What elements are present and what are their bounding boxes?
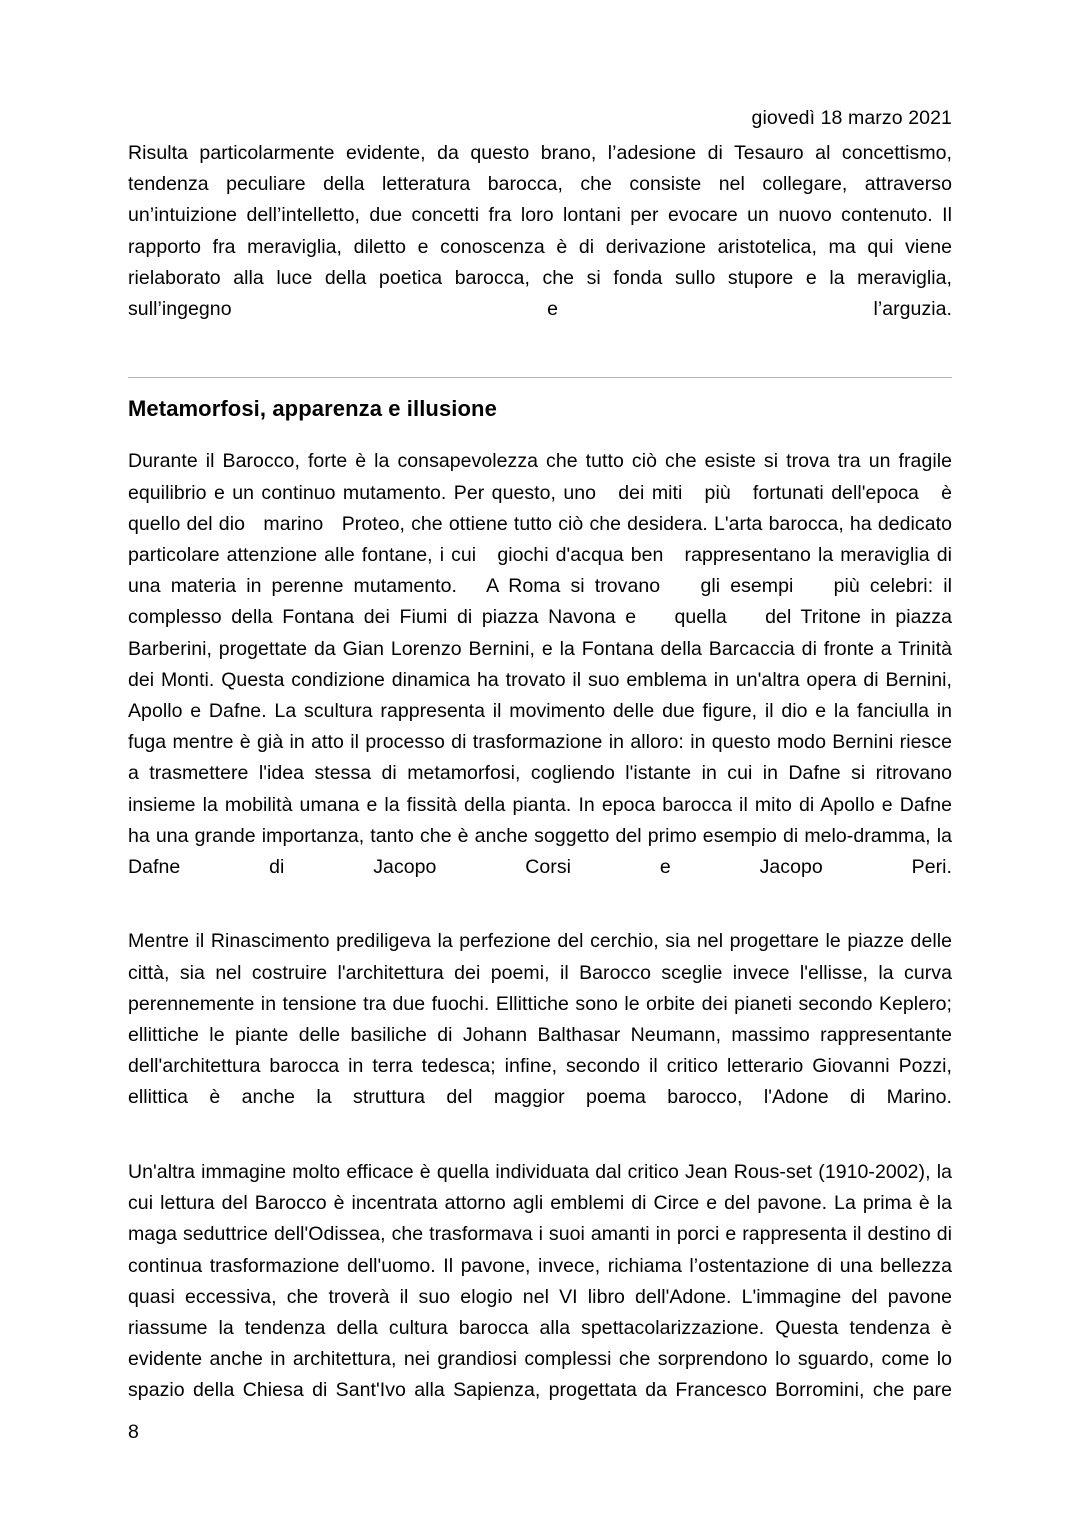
paragraph-metamorfosi-3: Un'altra immagine molto efficace è quella individuata dal critico Jean Rous-set (1910-2002), la cui lettura del Barocco è incentrata attorno agli emblemi di Circe e del pavone. La prima è la maga seduttrice dell'Odissea, che trasformava i suoi amanti in porci e rappresenta il destino di continua trasformazione dell'uomo. Il pavone, invece, richiama l’ostentazione di una bellezza quasi eccessiva, che troverà il suo elogio nel VI libro dell'Adone. L'immagine del pavone riassume la tendenza della cultura barocca alla spettacolarizzazione. Questa tendenza è evidente anche in architettura, nei grandiosi complessi che sorprendono lo sguardo, come lo spazio della Chiesa di Sant'Ivo alla Sapienza, progettata da Francesco Borromini, che pare: [128, 1160, 958, 1402]
section-divider: [128, 377, 952, 378]
paragraph-metamorfosi-2: Mentre il Rinascimento prediligeva la perfezione del cerchio, sia nel progettare le piazze delle città, sia nel costruire l'architettura dei poemi, il Barocco sceglie invece l'ellisse, la curva perennemente in tensione tra due fuochi. Ellittiche sono le orbite dei pianeti secondo Keplero; ellittiche le piante delle basiliche di Johann Balthasar Neumann, massimo rappresentante dell'architettura barocca in terra tedesca; infine, secondo il critico letterario Giovanni Pozzi, ellittica è anche la struttura del maggior poema barocco, l'Adone di Marino.: [128, 930, 958, 1109]
horizontal-rule: [128, 377, 952, 378]
paragraph-intro: Risulta particolarmente evidente, da questo brano, l’adesione di Tesauro al concettismo, tendenza peculiare della letteratura barocca, che consiste nel collegare, attraverso un’intuizione dell’intelletto, due concetti fra loro lontani per evocare un nuovo contenuto. Il rapporto fra meraviglia, diletto e conoscenza è di derivazione aristotelica, ma qui viene rielaborato alla luce della poetica barocca, che si fonda sullo stupore e la meraviglia, sull’ingegno e l’arguzia.: [128, 142, 958, 321]
document-date-header: giovedì 18 marzo 2021: [751, 107, 952, 129]
section-heading: Metamorfosi, apparenza e illusione: [128, 396, 497, 422]
page-number: 8: [128, 1421, 139, 1443]
paragraph-metamorfosi-1: Durante il Barocco, forte è la consapevolezza che tutto ciò che esiste si trova tra un fragile equilibrio e un continuo mutamento. Per questo, uno dei miti più fortunati dell'epoca è quello del dio marino Proteo, che ottiene tutto ciò che desidera. L'arta barocca, ha dedicato particolare attenzione alle fontane, i cui giochi d'acqua ben rappresentano la meraviglia di una materia in perenne mutamento. A Roma si trovano gli esempi più celebri: il complesso della Fontana dei Fiumi di piazza Navona e quella del Tritone in piazza Barberini, progettate da Gian Lorenzo Bernini, e la Fontana della Barcaccia di fronte a Trinità dei Monti. Questa condizione dinamica ha trovato il suo emblema in un'altra opera di Bernini, Apollo e Dafne. La scultura rappresenta il movimento delle due figure, il dio e la fanciulla in fuga mentre è già in atto il processo di trasformazione in alloro: in questo modo Bernini riesce a trasmettere l'idea stessa di metamorfosi, cogliendo l'istante in cui in Dafne si ritrovano insieme la mobilità umana e la fissità della pianta. In epoca barocca il mito di Apollo e Dafne ha una grande importanza, tanto che è anche soggetto del primo esempio di melo-dramma, la Dafne di Jacopo Corsi e Jacopo Peri.: [128, 450, 969, 879]
document-body: [128, 104, 969, 1450]
